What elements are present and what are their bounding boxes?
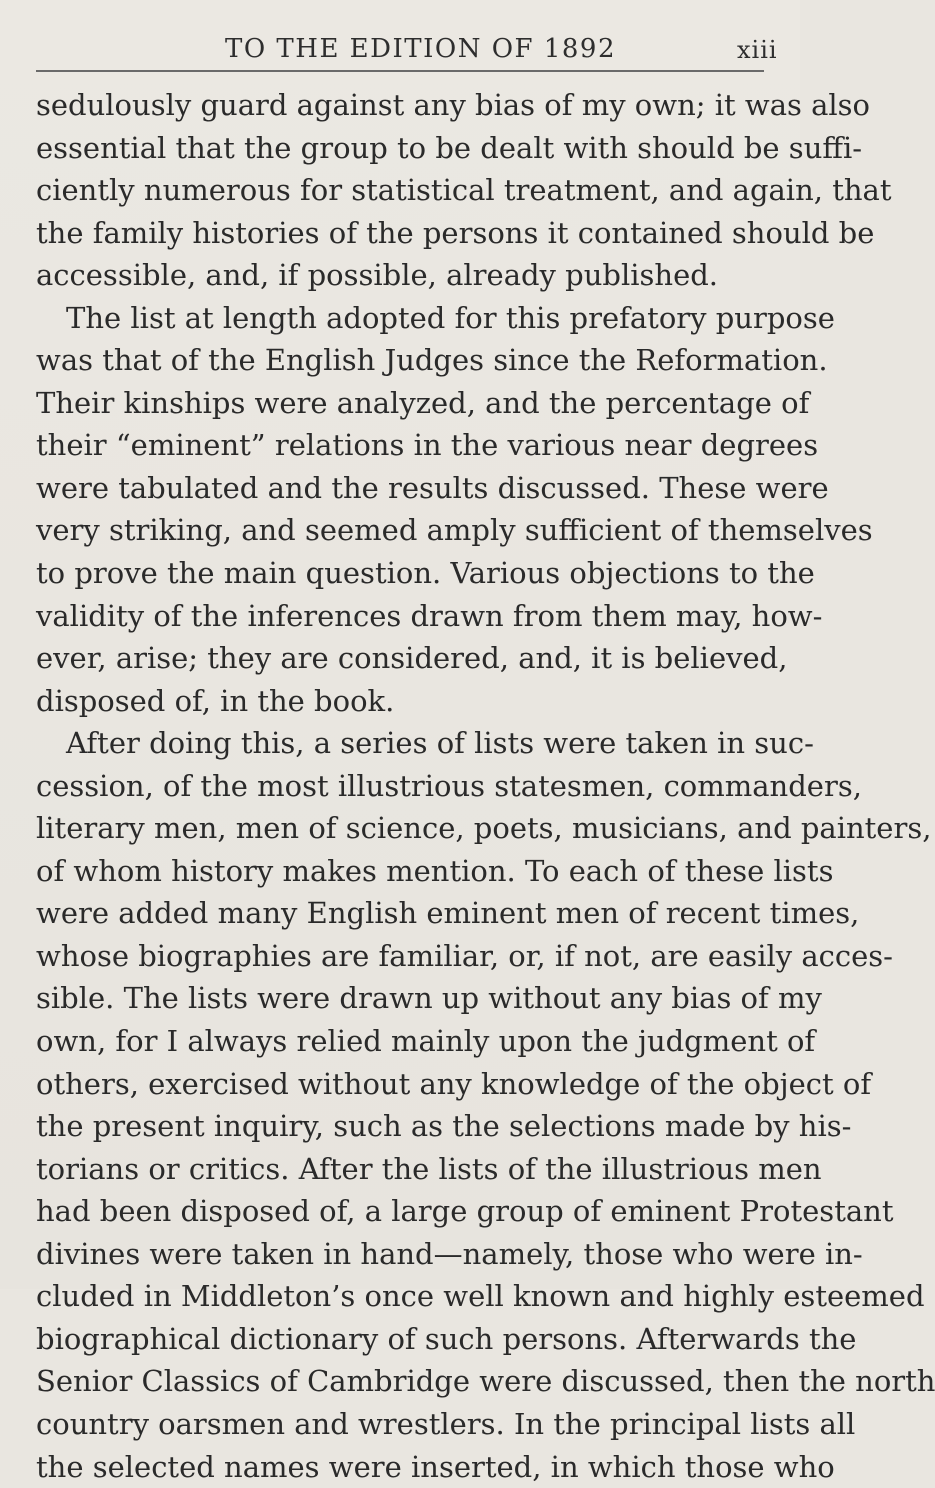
text-line: were added many English eminent men of recent times, — [36, 892, 764, 935]
text-line: validity of the inferences drawn from them may, how- — [36, 595, 764, 638]
text-line: biographical dictionary of such persons. Afterwards the — [36, 1318, 764, 1361]
text-line: had been disposed of, a large group of eminent Protestant — [36, 1190, 764, 1233]
text-line: torians or critics. After the lists of the illustrious men — [36, 1148, 764, 1191]
text-line: literary men, men of science, poets, musicians, and painters, — [36, 807, 764, 850]
text-line: cluded in Middleton’s once well known and highly esteemed — [36, 1275, 764, 1318]
text-line: After doing this, a series of lists were taken in suc- — [36, 722, 764, 765]
text-line: the present inquiry, such as the selections made by his- — [36, 1105, 764, 1148]
text-line: disposed of, in the book. — [36, 680, 764, 723]
text-line: their “eminent” relations in the various near degrees — [36, 424, 764, 467]
header-rule — [36, 70, 764, 72]
text-line: ever, arise; they are considered, and, it is believed, — [36, 637, 764, 680]
text-line: sedulously guard against any bias of my own; it was also — [36, 84, 764, 127]
text-line: The list at length adopted for this prefatory purpose — [36, 297, 764, 340]
text-line: country oarsmen and wrestlers. In the principal lists all — [36, 1403, 764, 1446]
text-line: very striking, and seemed amply sufficient of themselves — [36, 509, 764, 552]
text-line: cession, of the most illustrious statesmen, commanders, — [36, 765, 764, 808]
text-line: divines were taken in hand—namely, those who were in- — [36, 1233, 764, 1276]
running-head — [0, 22, 800, 66]
text-line: the selected names were inserted, in which those who — [36, 1446, 764, 1488]
text-line: to prove the main question. Various objections to the — [36, 552, 764, 595]
text-line: ciently numerous for statistical treatment, and again, that — [36, 169, 764, 212]
text-line: Senior Classics of Cambridge were discussed, then the north — [36, 1360, 764, 1403]
running-title: TO THE EDITION OF 1892 — [225, 34, 616, 64]
text-line: were tabulated and the results discussed. These were — [36, 467, 764, 510]
text-line: Their kinships were analyzed, and the percentage of — [36, 382, 764, 425]
text-line: accessible, and, if possible, already published. — [36, 254, 764, 297]
text-line: essential that the group to be dealt with should be suffi- — [36, 127, 764, 170]
text-line: the family histories of the persons it contained should be — [36, 212, 764, 255]
text-line: sible. The lists were drawn up without any bias of my — [36, 977, 764, 1020]
page-number: xiii — [737, 36, 778, 64]
body-text — [36, 84, 764, 1488]
text-line: own, for I always relied mainly upon the judgment of — [36, 1020, 764, 1063]
text-line: whose biographies are familiar, or, if not, are easily acces- — [36, 935, 764, 978]
text-line: others, exercised without any knowledge of the object of — [36, 1063, 764, 1106]
text-line: was that of the English Judges since the Reformation. — [36, 339, 764, 382]
text-line: of whom history makes mention. To each of these lists — [36, 850, 764, 893]
